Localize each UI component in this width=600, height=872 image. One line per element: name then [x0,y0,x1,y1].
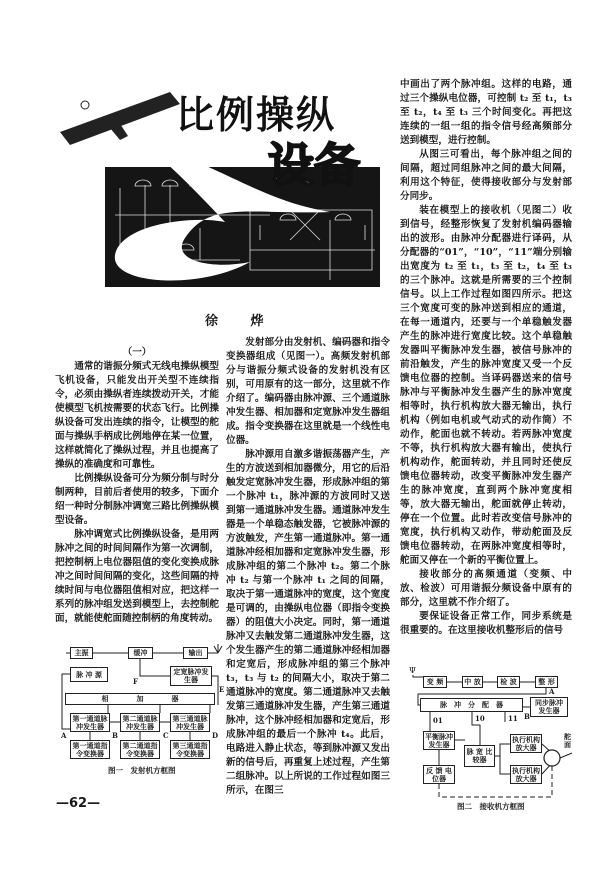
actuator-amplifier-1-box: 执行机构放大器 [512,734,540,752]
paragraph: 要保证设备正常工作，同步系统是很重要的。在这里接收机整形后的信号 [400,611,572,636]
author: 徐 烨 [205,314,278,329]
paragraph: 装在模型上的接收机（见图二）收到信号，经整形恢复了发射机编码器输出的波形。由脉冲分配器进行译码，从分配器的“01”，“10”，“11”端分别输出宽度为 t₂ 至 t₁，t₃ 至 t₂，t₄ 至 t₃ 的三个脉冲。这就是所需要的三个控制信号。以上工作过程如图四所示。把这三个宽度可变的脉冲送到相应的通道，在每一通道内，还要与一个单稳触发器产生的脉冲进行宽度比较。这个单稳触发器叫平衡脉冲发生器，被信号脉冲的前沿触发，产生的脉冲宽度又受一个反馈电位器的控制。当译码器送来的信号脉冲与平衡脉冲发生器产生的脉冲宽度相等时，执行机构放大器无输出，执行机构（例如电机或气动式的动作筒）不动作，舵面也就不转动。若两脉冲宽度不等，执行机构放大器有输出，使执行机构动作，舵面转动，并且同时还使反馈电位器转动，改变平衡脉冲发生器产生的脉冲宽度，直到两个脉冲宽度相等，放大器无输出，舵面就停止转动，停在一个位置。此时若改变信号脉冲的宽度，执行机构又动作，带动舵面及反馈电位器转动，在两脉冲宽度相等时，舵面又停在一个新的平衡位置上。 [400,205,572,566]
label-d: D [212,731,219,740]
paragraph: 从图三可看出，每个脉冲组之间的间隔，超过同组脉冲之间的最大间隔，利用这个特征，使得接收部分与发射部分同步。 [400,149,572,202]
fixed-width-pulse-generator-box: 定宽脉冲发生器 [170,666,212,686]
feedback-potentiometer-box: 反 馈 电位器 [423,765,455,784]
pulse-source-box: 脉 冲 源 [70,667,108,682]
if-amplifier-box: 中 放 [462,676,483,688]
output-11-label: 11 [508,714,518,723]
paragraph: 脉冲调宽式比例操纵设备，是用两脉冲之间的时间间隔作为第一次调制，把控制柄上电位器阻值的变化变换成脉冲之间时间间隔的变化，这些间隔的持续时间与电位器阻值相对应，把这样一系列的脉冲组发送到模型上，去控制舵面，就能使舵面随控制柄的角度转动。 [55,529,219,624]
output-01-label: 01 [433,716,443,725]
paragraph: 中画出了两个脉冲组。这样的电路，通过三个操纵电位器，可控制 t₂ 至 t₁，t₃ 至 t₂，t₄ 至 t₃ 三个时间变化。再把这连续的一组一组的指令信号经高频部分送到模型，进行控制。 [400,79,572,146]
label-b: B [524,712,530,721]
output-box: 输出 [183,647,208,659]
channel-3-pulse-generator-box: 第三通道脉冲发生器 [170,713,210,732]
title-line-1: 比例操纵 [176,93,337,137]
label-e: E [219,685,225,694]
page-number: —62— [56,796,101,811]
rudder-label: 舵面 [564,732,571,749]
channel-2-command-converter-box: 第二通道指令变换器 [120,740,160,759]
section-heading: （一） [122,347,152,358]
channel-2-pulse-generator-box: 第二通道脉冲发生器 [120,713,160,732]
paragraph: 脉冲源用自激多谐振荡器产生，产生的方波送到相加器微分，用它的后沿触发定宽脉冲发生器，形成脉冲组的第一个脉冲 t₁，脉冲源的方波同时又送到第一通道脉冲发生器。通道脉冲发生器是一个单稳态触发器，它被脉冲源的方波触发，产生第一通道脉冲。第一通道脉冲经相加器和定宽脉冲发生器，形成脉冲组的第二个脉冲 t₂。第二个脉冲 t₂ 与第一个脉冲 t₁ 之间的间隔，取决于第一通道脉冲的宽度，这个宽度是可调的，由操纵电位器（即指令变换器）的阻值大小决定。同时，第一通道脉冲又去触发第二通道脉冲发生器，这个发生器产生的第二通道脉冲经相加器和定宽后，形成脉冲组的第三个脉冲 t₃，t₃ 与 t₂ 的间隔大小，取决于第二通道脉冲的宽度。第二通道脉冲又去触发第三通道脉冲发生器，产生第三通道脉冲，这个脉冲经相加器和定宽后，形成脉冲组的最后一个脉冲 t₄。此后，电路进入静止状态，等到脉冲源又发出新的信号后，再重复上述过程，产生第二组脉冲。以上所说的工作过程如图三所示，在图三 [226,449,390,796]
channel-1-pulse-generator-box: 第一通道脉冲发生器 [70,713,110,732]
label-a: A [549,687,555,696]
figure-2-receiver-block-diagram [0,25,600,847]
label-f: F [133,677,138,686]
balance-pulse-generator-box: 平衡脉冲发生器 [425,731,453,749]
output-10-label: 10 [475,714,485,723]
paragraph: 接收部分的高频通道（变频、中放、检波）可用谐振分频设备中原有的部分，这里就不作介绍了。 [400,569,572,608]
actuator-amplifier-2-box: 执行机构放大器 [512,765,540,783]
title-line-2: 设备 [268,138,360,192]
paragraph: 通常的谐振分频式无线电操纵模型飞机设备，只能发出开关型不连续指令，必须由操纵者连续拨动开关，才能使模型飞机按需要的状态飞行。比例操纵设备可发出连续的指令，让模型的舵面与操纵手柄成比例地停在某一位置，这样就简化了操纵过程，并且也提高了操纵的准确度和可靠性。 [55,361,219,470]
antenna-icon: Ψ [409,666,417,675]
pulse-width-comparator-box: 脉 宽 比较器 [464,745,495,767]
detector-box: 检 波 [497,676,520,688]
motor-icon [544,750,560,766]
figure-2-caption: 图二 接收机方框图 [457,802,525,811]
paragraph: 比例操纵设备可分为频分制与时分制两种，目前后者使用的较多，下面介绍一种时分制脉冲调宽三路比例操纵模型设备。 [55,473,219,526]
label-a: A [61,731,67,740]
channel-3-command-converter-box: 第三通道指令变换器 [170,740,210,759]
sync-pulse-generator-box: 同步脉冲发生器 [530,697,568,717]
paragraph: 发射部分由发射机、编码器和指令变换器组成（见图一）。高频发射机部分与谐振分频式设备的发射机没有区别，可用原有的这一部分，这里就不作介绍了。编码器由脉冲源、三个通道脉冲发生器、相加器和定宽脉冲发生器组成。指令变换器在这里就是一个线性电位器。 [226,337,390,446]
label-c: C [163,731,169,740]
label-b: B [112,731,118,740]
shaper-box: 整 形 [535,676,558,688]
figure-1-caption: 图一 发射机方框图 [108,766,176,775]
pulse-distributor-box: 脉 冲 分 配 器 [420,698,523,712]
channel-1-command-converter-box: 第一通道指令变换器 [70,740,110,759]
adder-box: 相 加 器 [65,693,215,705]
buffer-box: 缓冲 [128,647,153,659]
master-oscillator-box: 主振 [70,647,93,659]
mixer-box: 变 频 [423,676,447,688]
